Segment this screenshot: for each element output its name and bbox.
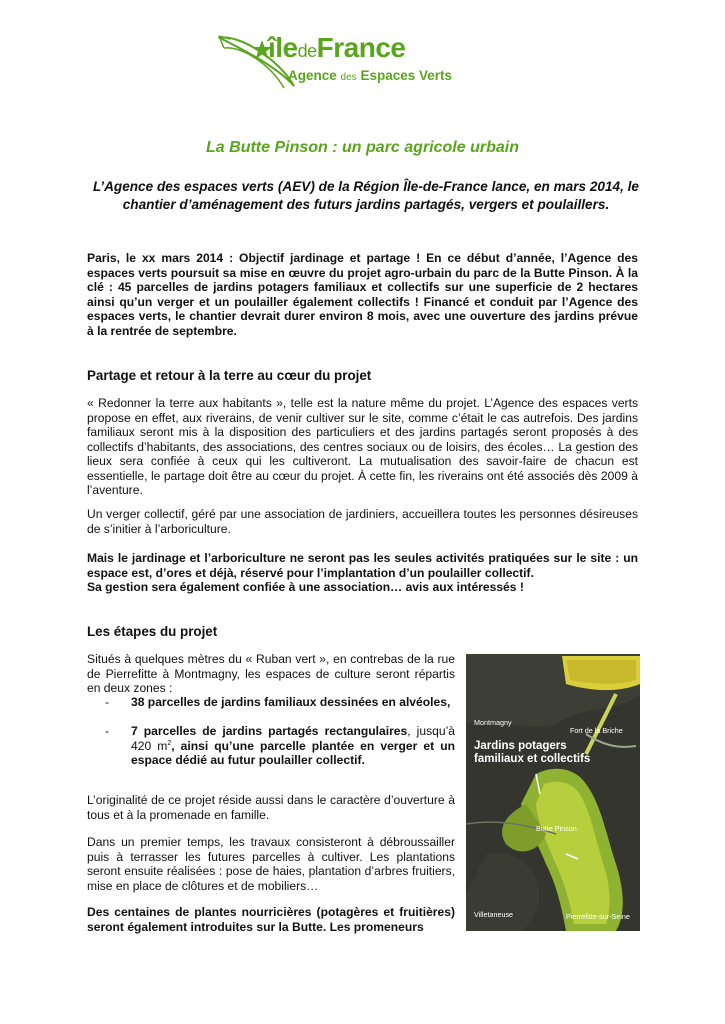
map-label-fort: Fort de la Briche	[570, 726, 623, 735]
section1-paragraph-4: Sa gestion sera également confiée à une association… avis aux intéressés !	[87, 580, 524, 594]
bullet-marker: -	[105, 724, 110, 738]
section1-paragraph-1: « Redonner la terre aux habitants », telle est la nature même du projet. L’Agence des espaces verts propose en effet, aux riverains, de venir cultiver sur le site, comme c’était le cas autrefois. Des jardins familiaux seront mis à la disposition des particuliers et des jardins partagés seront proposés à des collectifs d’habitants, des associations, des centres sociaux ou de loisirs, des écoles… La gestion des lieux sera confiée à ceux qui les cultiveront. La mutualisation des savoir-faire de chacun est essentielle, le partage doit être au cœur du projet. À cette fin, les riverains ont été associés dès 2009 à l’aventure.	[87, 396, 638, 497]
agency-logo	[218, 28, 468, 94]
map-label-montmagny: Montmagny	[474, 718, 512, 727]
aerial-map-graphic	[466, 654, 640, 931]
page-title: La Butte Pinson : un parc agricole urbain	[206, 139, 519, 156]
intro-paragraph: Paris, le xx mars 2014 : Objectif jardinage et partage ! En ce début d’année, l’Agence des espaces verts poursuit sa mise en œuvre du projet agro-urbain du parc de la Butte Pinson. À la clé : 45 parcelles de jardins potagers familiaux et collectifs sur une superficie de 2 hectares ainsi qu’un verger et un poulailler également collectifs ! Financé et conduit par l’Agence des espaces verts, le chantier devrait durer environ 8 mois, avec une ouverture des jardins prévue à la rentrée de septembre.	[87, 251, 638, 338]
section-heading-partage: Partage et retour à la terre au cœur du projet	[87, 368, 372, 383]
map-label-pierrefitte: Pierrefitte-sur-Seine	[566, 912, 630, 921]
bullet-marker: -	[105, 695, 110, 709]
section1-paragraph-2: Un verger collectif, géré par une association de jardiniers, accueillera toutes les personnes désireuses de s’initier à l’arboriculture.	[87, 507, 638, 536]
map-title: Jardins potagers familiaux et collectifs	[474, 740, 591, 765]
map-label-villetaneuse: Villetaneuse	[474, 910, 514, 919]
logo-brand-text: îledeFrance	[268, 32, 406, 63]
aerial-map-image	[466, 654, 640, 931]
section2-paragraph-3: Dans un premier temps, les travaux consisteront à débroussailler puis à terrasser les futures parcelles à cultiver. Les plantations seront ensuite réalisées : pose de haies, plantation d’arbres fruitiers, mise en place de clôtures et de mobiliers…	[87, 835, 455, 893]
section2-paragraph-4: Des centaines de plantes nourricières (potagères et fruitières) seront également introduites sur la Butte. Les promeneurs	[87, 905, 455, 934]
map-label-butte: Butte Pinson	[536, 824, 577, 833]
lead-paragraph: L’Agence des espaces verts (AEV) de la Région Île-de-France lance, en mars 2014, le chantier d’aménagement des futurs jardins partagés, vergers et poulaillers.	[93, 179, 639, 212]
section2-paragraph-1: Situés à quelques mètres du « Ruban vert », en contrebas de la rue de Pierrefitte à Montmagny, les espaces de culture seront répartis en deux zones :	[87, 652, 455, 695]
section-heading-etapes: Les étapes du projet	[87, 624, 218, 639]
section1-paragraph-3: Mais le jardinage et l’arboriculture ne seront pas les seules activités pratiquées sur le site : un espace est, d’ores et déjà, réservé pour l’implantation d’un poulailler collectif.	[87, 551, 638, 580]
logo-subtitle: Agence des Espaces Verts	[288, 68, 453, 83]
bullet-item-2: 7 parcelles de jardins partagés rectangulaires, jusqu’à 420 $m^2$, ainsi qu’une parcelle plantée en verger et un espace dédié au futur poulailler collectif.	[131, 724, 455, 767]
bullet-item-1: 38 parcelles de jardins familiaux dessinées en alvéoles,	[131, 695, 451, 709]
section2-paragraph-2: L’originalité de ce projet réside aussi dans le caractère d’ouverture à tous et à la promenade en famille.	[87, 793, 455, 822]
